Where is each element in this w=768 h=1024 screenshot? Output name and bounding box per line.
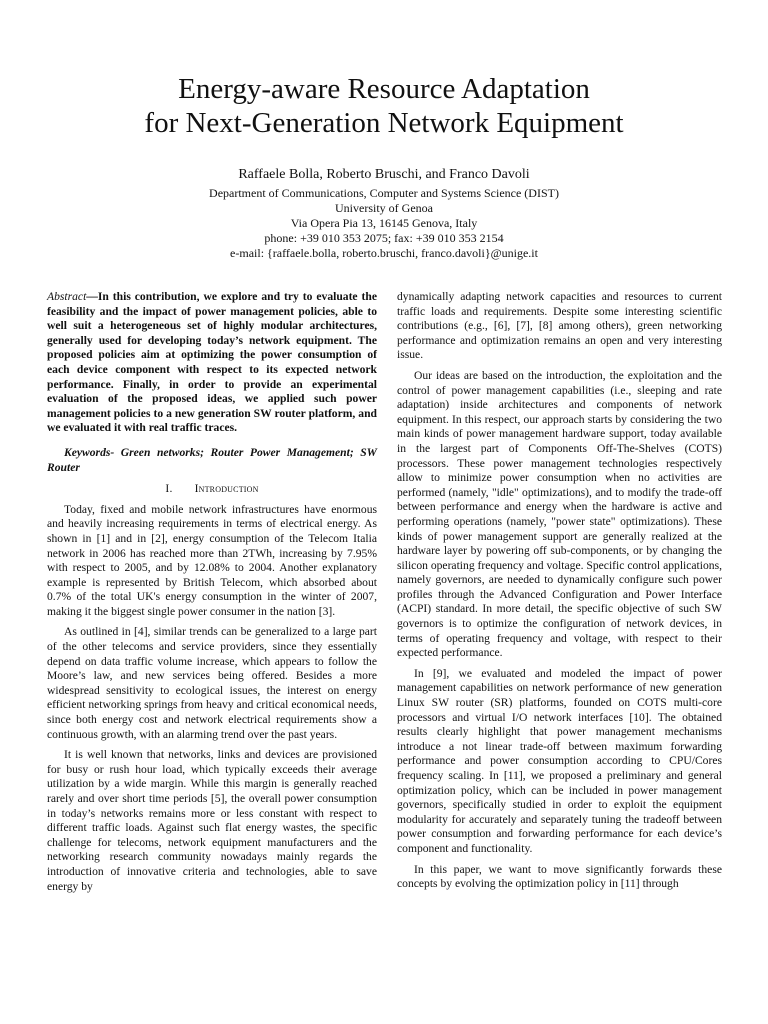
section-heading-introduction [47, 482, 377, 497]
abstract-lead: Abstract [47, 290, 87, 303]
left-paragraph-3: It is well known that networks, links and devices are provisioned for busy or rush hour load, which typically exceeds their average utilization by a wide margin. While this margin is generally reached rarely and over short time periods [5], the overall power consumption in today’s networks remains more or less constant with respect to different traffic loads. Against such flat energy wastes, the specific challenge for telecoms, network equipment manufacturers and the networking research community nowadays mainly regards the introduction of innovative criteria and technologies, able to save energy by [47, 748, 377, 893]
left-paragraph-1: Today, fixed and mobile network infrastructures have enormous and heavily increasing requirements in terms of electrical energy. As shown in [1] and in [2], energy consumption of the Telecom Italia network in 2006 has reached more than 2TWh, increasing by 7.95% with respect to 2005, and by 12.08% to 2004. Another explanatory example is represented by British Telecom, which absorbed about 0.7% of the total UK's energy consumption in the winter of 2007, making it the biggest single power consumer in the nation [3]. [47, 502, 377, 618]
affiliation-university: University of Genoa [335, 201, 433, 215]
section-number: I. [165, 482, 173, 496]
affiliation-department: Department of Communications, Computer and Systems Science (DIST) [209, 186, 559, 200]
author-list: Raffaele Bolla, Roberto Bruschi, and Franco Davoli [238, 167, 530, 182]
right-column [397, 290, 722, 898]
abstract: Abstract—In this contribution, we explore and try to evaluate the feasibility and the impact of power management policies, able to well suit a heterogeneous set of highly modular architectures, generally used for developing today’s network equipment. The proposed policies aim at optimizing the power consumption of each device component with respect to its expected network performance. Finally, in order to provide an experimental evaluation of the proposed ideas, we applied such power management policies to a new generation SW router platform, and we evaluated it with real traffic traces. [47, 290, 377, 435]
left-column [47, 290, 377, 900]
section-title: Introduction [194, 482, 259, 496]
right-paragraph-4: In this paper, we want to move significantly forwards these concepts by evolving the optimization policy in [11] through [397, 862, 722, 891]
affiliation-block [0, 186, 768, 261]
affiliation-address: Via Opera Pia 13, 16145 Genova, Italy [290, 216, 478, 230]
left-paragraph-2: As outlined in [4], similar trends can be generalized to a large part of the other telecoms and service providers, since they essentially depend on data traffic volume increase, which appears to follow the Moore’s law, and new services being offered. Besides a more widespread sensitivity to ecological issues, the interest on energy efficient networking springs from heavy and critical economical needs, since both energy cost and network electrical requirements show a continuous growth, with an alarming trend over the past years. [47, 625, 377, 741]
title-line-2: for Next-Generation Network Equipment [144, 107, 624, 139]
title-line-1: Energy-aware Resource Adaptation [178, 73, 590, 105]
affiliation-email: e-mail: {raffaele.bolla, roberto.bruschi, franco.davoli}@unige.it [230, 246, 538, 260]
keywords: Keywords- Green networks; Router Power Management; SW Router [47, 445, 377, 474]
right-paragraph-2: Our ideas are based on the introduction, the exploitation and the control of power management capabilities (i.e., sleeping and rate adaptation) inside architectures and components of network equipment. In this respect, our approach starts by considering the two main kinds of power management hardware support, today available in the largest part of Components Off-The-Shelves (COTS) processors. These power management technologies respectively allow to minimize power consumption when no activities are performed (namely, "idle" optimizations), and to modify the trade-off between performance and energy when the hardware is active and performing operations (namely, "power state" optimizations). These kinds of power management support are generally realized at the hardware layer by powering off sub-components, or by changing the silicon operating frequency and voltage. Specific control applications, namely governors, are needed to dynamically configure such power profiles through the Advanced Configuration and Power Interface (ACPI) standard. In more detail, the specific objective of such SW governors is to optimize the configuration of network devices, in terms of operating frequency and voltage, with respect to their expected performance. [397, 368, 722, 660]
right-paragraph-1: dynamically adapting network capacities and resources to current traffic loads and requirements. Despite some interesting scientific contributions (e.g., [6], [7], [8] among others), green networking performance and optimization remains an open and very interesting issue. [397, 290, 722, 362]
paper-title [0, 72, 768, 140]
affiliation-phone: phone: +39 010 353 2075; fax: +39 010 353 2154 [264, 231, 504, 245]
right-paragraph-3: In [9], we evaluated and modeled the impact of power management capabilities on network performance of new generation Linux SW router (SR) platforms, founded on COTS multi-core processors and virtual I/O network interfaces [10]. The obtained results clearly highlight that power management mechanisms introduce a not linear trade-off between maximum forwarding performance and power consumption according to CPU/Cores frequency scaling. In [11], we proposed a preliminary and general optimization policy, which can be included in power management governors, specifically studied in order to exploit the equipment modularity for accurately and separately tuning the tradeoff between power consumption and forwarding performance for each device’s component and functionality. [397, 666, 722, 855]
abstract-text: In this contribution, we explore and try to evaluate the feasibility and the impact of power management policies, able to well suit a heterogeneous set of highly modular architectures, generally used for developing today’s network equipment. The proposed policies aim at optimizing the power consumption of each device component with respect to its expected network performance. Finally, in order to provide an experimental evaluation of the proposed ideas, we applied such power management policies to a new generation SW router platform, and we evaluated it with real traffic traces. [47, 290, 377, 435]
